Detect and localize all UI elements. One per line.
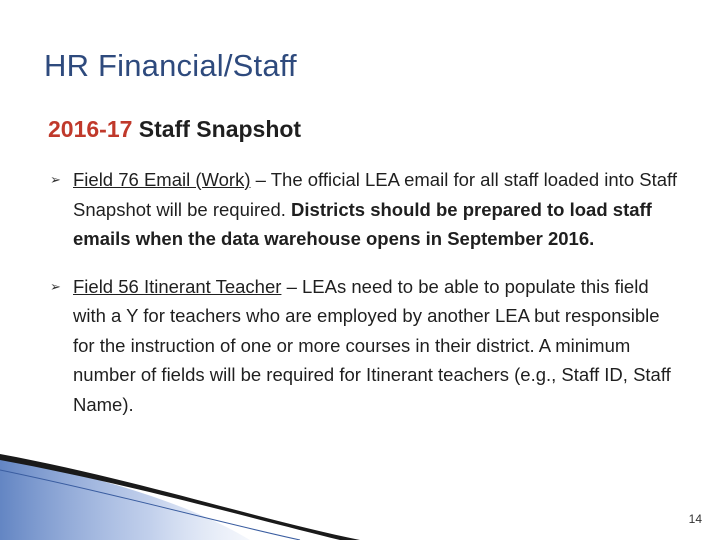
bullet-item-email — [50, 165, 680, 254]
slide-subtitle — [48, 116, 301, 143]
arrow-bullet-icon: ➢ — [50, 172, 61, 187]
bullet-list — [50, 165, 680, 437]
bullet-item-itinerant — [50, 272, 680, 420]
page-number: 14 — [688, 512, 702, 526]
subtitle-year: 2016-17 — [48, 116, 133, 142]
bullet-bold-text: Districts should be prepared to load staff emails when the data warehouse opens in September 2016. — [73, 198, 652, 249]
slide-title: HR Financial/Staff — [44, 48, 297, 83]
field-name: Field 76 Email (Work) — [73, 169, 251, 190]
field-name: Field 56 Itinerant Teacher — [73, 275, 282, 297]
subtitle-text: Staff Snapshot — [132, 116, 302, 142]
arrow-bullet-icon: ➢ — [50, 278, 61, 294]
decorative-swoosh — [0, 440, 720, 540]
swoosh-blue — [0, 458, 250, 540]
bullet-text: – The official LEA email for all staff loaded into Staff Snapshot will be required. — [73, 169, 677, 220]
bullet-text: – LEAs need to be able to populate this field with a Y for teachers who are employed by another LEA but responsible for the instruction of one or more courses in their district. A minimum number of fields will be required for Itinerant teachers (e.g., Staff ID, Staff Name). — [73, 275, 671, 415]
